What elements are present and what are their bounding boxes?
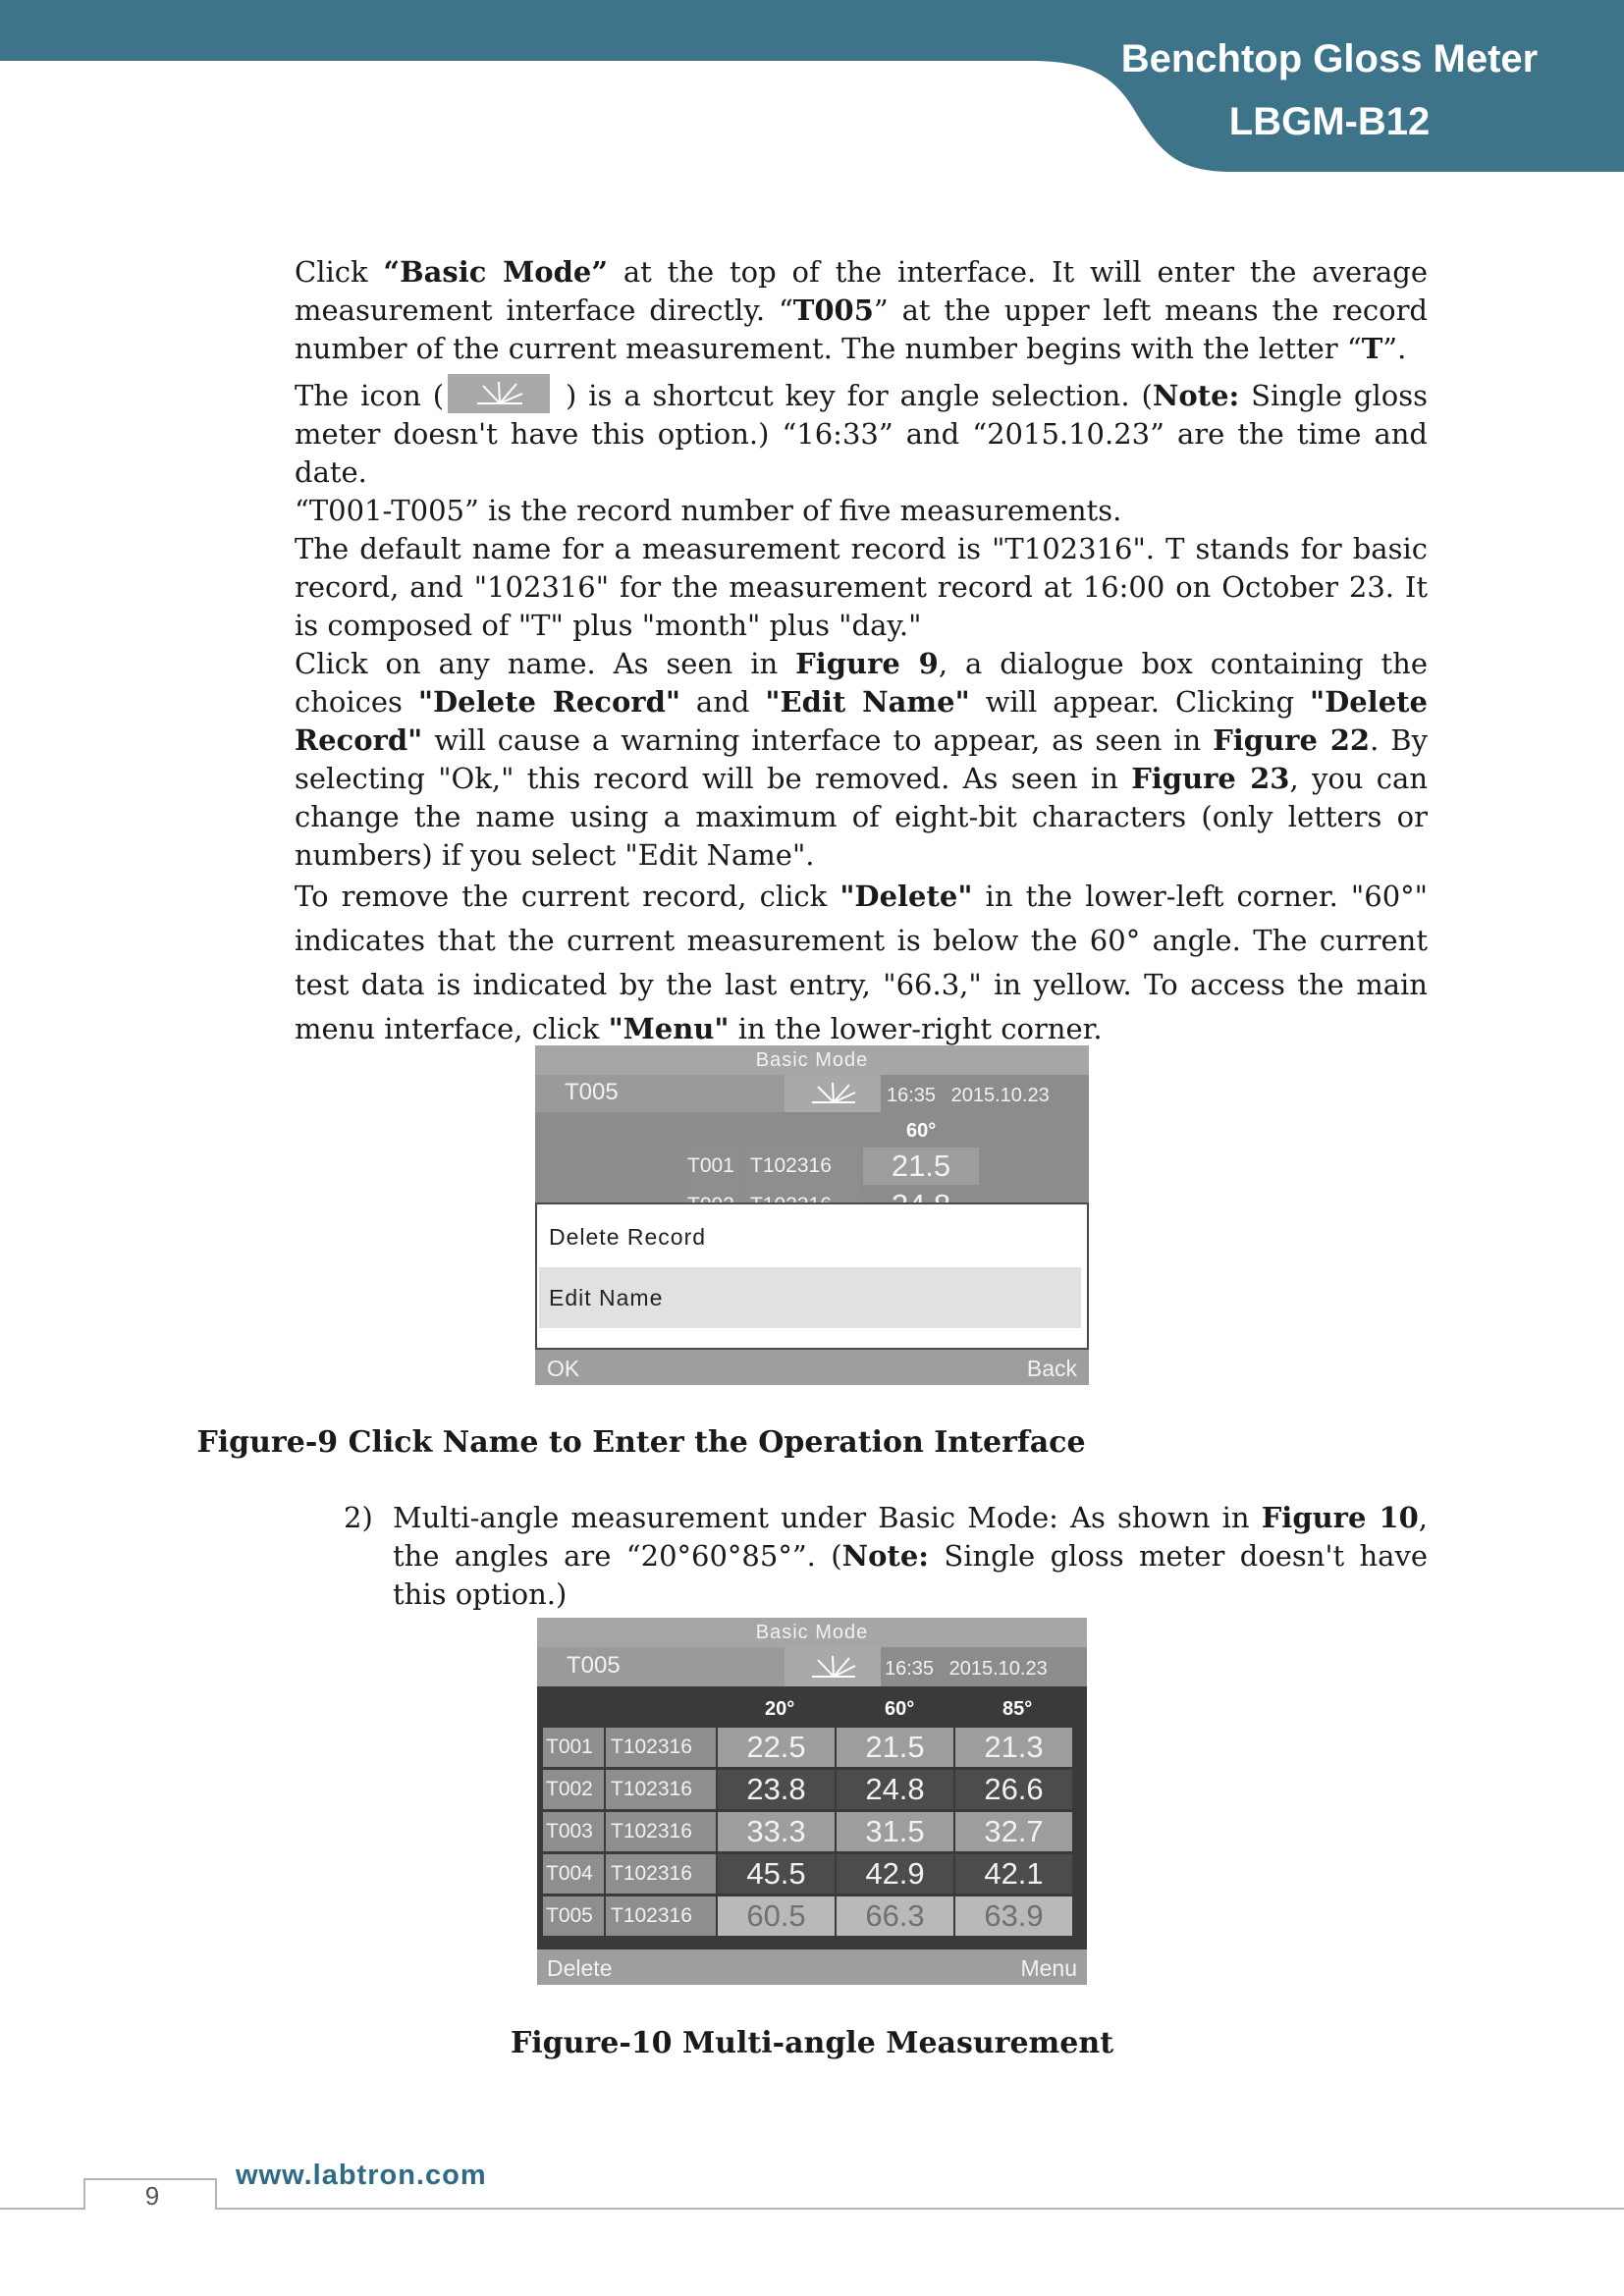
action-dialog	[535, 1202, 1089, 1350]
record-value: 24.8	[837, 1770, 953, 1809]
time-date: 16:35 2015.10.23	[887, 1085, 1050, 1106]
paragraph-angle-icon: The icon ( ) is a shortcut key for angle selection. (Note: Single gloss meter doesn't have this option.) “16:33” and “2015.10.23” are the time and date.	[295, 374, 1428, 492]
record-value: 42.9	[837, 1854, 953, 1894]
menu-button[interactable]: Menu	[1020, 1955, 1077, 1981]
ok-button[interactable]: OK	[547, 1356, 580, 1381]
record-name[interactable]: T102316	[606, 1728, 716, 1767]
figure9-caption: Figure-9 Click Name to Enter the Operation Interface	[196, 1425, 1086, 1460]
list-item-multi-angle	[344, 1499, 1428, 1614]
angle-header-85: 85°	[1002, 1698, 1033, 1720]
record-value: 22.5	[718, 1728, 835, 1767]
record-value: 60.5	[718, 1896, 835, 1936]
record-value: 32.7	[955, 1812, 1072, 1851]
paragraph-delete-menu: To remove the current record, click "Delete" in the lower-left corner. "60°" indicates that the current measurement is below the 60° angle. The current test data is indicated by the last entry, "66.3," in yellow. To access the main menu interface, click "Menu" in the lower-right corner.	[295, 880, 1428, 1045]
screen-title: Basic Mode	[755, 1049, 869, 1071]
edit-name-option[interactable]: Edit Name	[539, 1267, 1081, 1328]
record-value: 42.1	[955, 1854, 1072, 1894]
angle-header: 60°	[906, 1120, 937, 1142]
record-id: T003	[543, 1812, 604, 1851]
record-value: 26.6	[955, 1770, 1072, 1809]
angle-select-icon	[448, 374, 550, 413]
record-name[interactable]: T102316	[745, 1148, 861, 1185]
record-id: T004	[543, 1854, 604, 1894]
record-id: T002	[543, 1770, 604, 1809]
record-value: 31.5	[837, 1812, 953, 1851]
record-id: T001	[543, 1728, 604, 1767]
record-value: 63.9	[955, 1896, 1072, 1936]
angle-header-60: 60°	[885, 1698, 915, 1720]
angle-header-20: 20°	[765, 1698, 795, 1720]
screen-title: Basic Mode	[755, 1622, 869, 1643]
delete-record-option[interactable]: Delete Record	[539, 1206, 1081, 1267]
delete-button[interactable]: Delete	[547, 1955, 613, 1981]
record-id: T001	[684, 1148, 743, 1185]
angle-icon	[785, 1647, 881, 1686]
paragraph-default-name: The default name for a measurement record is "T102316". T stands for basic record, and "102316" for the measurement record at 16:00 on October 23. It is composed of "T" plus "month" plus "day."	[295, 532, 1428, 642]
record-value: 21.5	[837, 1728, 953, 1767]
record-name[interactable]: T102316	[606, 1854, 716, 1894]
back-button[interactable]: Back	[1026, 1356, 1077, 1381]
model-number: LBGM-B12	[1228, 100, 1431, 143]
list-text: Multi-angle measurement under Basic Mode: As shown in Figure 10, the angles are “20°60°85°”. (Note: Single gloss meter doesn't have this option.)	[393, 1501, 1428, 1611]
partial-row	[535, 1187, 1089, 1202]
footer-bar	[537, 1949, 1087, 1985]
record-number: T005	[567, 1652, 621, 1679]
record-value: 33.3	[718, 1812, 835, 1851]
footer-bar	[535, 1350, 1089, 1385]
record-name[interactable]: T102316	[606, 1812, 716, 1851]
figure10-screen	[537, 1618, 1087, 1985]
record-name[interactable]: T102316	[606, 1770, 716, 1809]
page-number: 9	[144, 2181, 160, 2211]
time-date: 16:35 2015.10.23	[885, 1658, 1048, 1680]
record-value: 21.3	[955, 1728, 1072, 1767]
product-name: Benchtop Gloss Meter	[1120, 37, 1539, 80]
record-value: 23.8	[718, 1770, 835, 1809]
record-name[interactable]: T102316	[606, 1896, 716, 1936]
paragraph-basic-mode: Click “Basic Mode” at the top of the interface. It will enter the average measurement interface directly. “T005” at the upper left means the record number of the current measurement. The number begins with the letter “T”.	[295, 255, 1428, 365]
paragraph-click-name: Click on any name. As seen in Figure 9, a dialogue box containing the choices "Delete Record" and "Edit Name" will appear. Clicking "Delete Record" will cause a warning interface to appear, as seen in Figure 22. By selecting "Ok," this record will be removed. As seen in Figure 23, you can change the name using a maximum of eight-bit characters (only letters or numbers) if you select "Edit Name".	[295, 647, 1428, 872]
document-title	[1074, 27, 1585, 153]
website-link[interactable]: www.labtron.com	[236, 2160, 487, 2191]
list-number: 2)	[344, 1501, 373, 1534]
record-value: 66.3	[837, 1896, 953, 1936]
angle-select-button[interactable]	[785, 1075, 881, 1112]
angle-select-button[interactable]	[785, 1647, 881, 1686]
figure9-screen	[535, 1045, 1089, 1385]
record-value: 21.5	[863, 1148, 979, 1185]
body-text	[295, 253, 1428, 1057]
record-id: T005	[543, 1896, 604, 1936]
angle-icon	[785, 1075, 881, 1112]
record-value: 45.5	[718, 1854, 835, 1894]
paragraph-record-range: “T001-T005” is the record number of five measurements.	[295, 494, 1122, 527]
record-number: T005	[565, 1079, 619, 1105]
figure10-caption: Figure-10 Multi-angle Measurement	[510, 2026, 1114, 2060]
